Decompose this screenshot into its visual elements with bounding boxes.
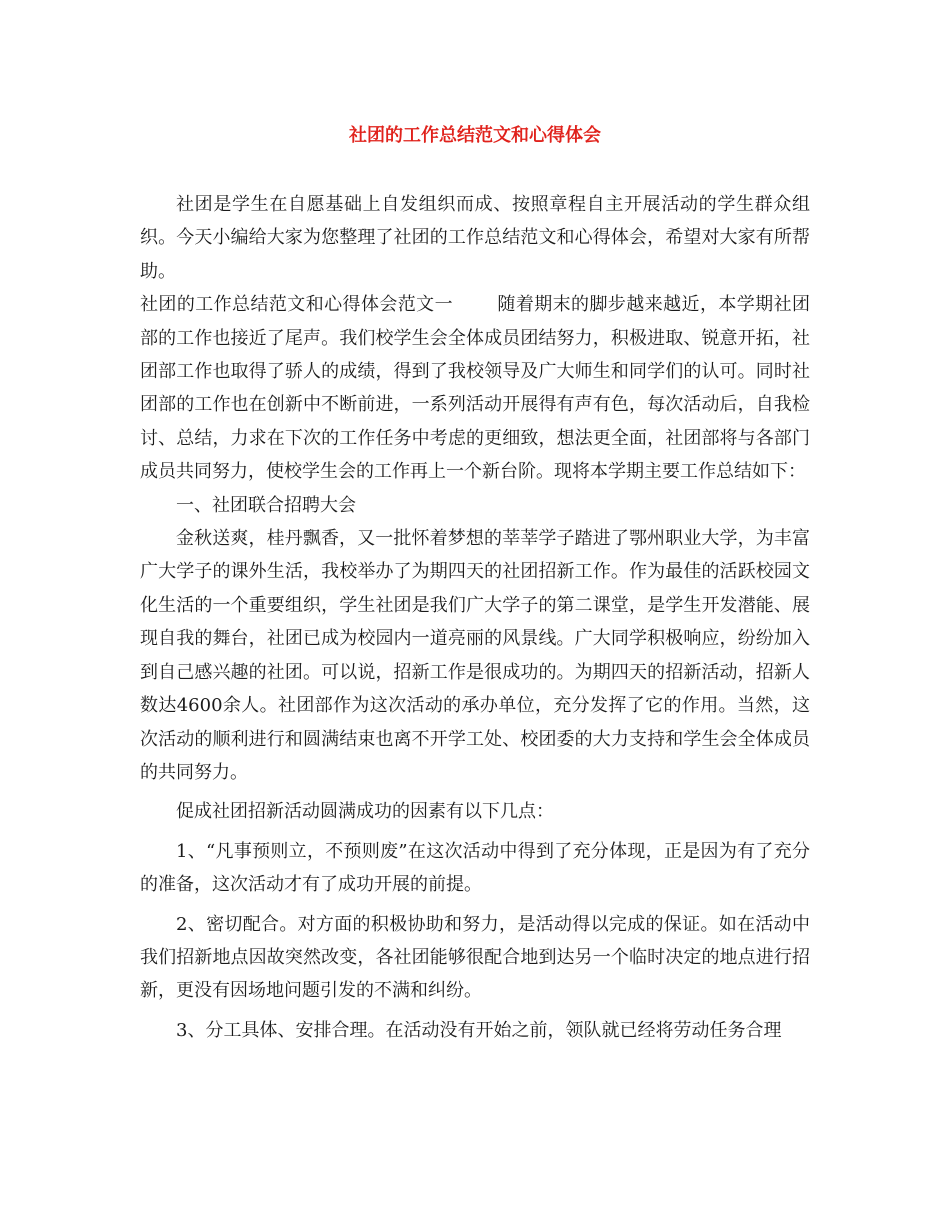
factor-point-1: 1、“凡事预则立，不预则废”在这次活动中得到了充分体现，正是因为有了充分的准备，这次活动才有了成功开展的前提。 xyxy=(140,840,810,896)
subheading-recruitment: 一、社团联合招聘大会 xyxy=(176,494,356,516)
section-paragraph xyxy=(140,288,810,488)
factors-intro-paragraph: 促成社团招新活动圆满成功的因素有以下几点： xyxy=(176,801,554,823)
document-body xyxy=(140,188,810,1047)
intro-paragraph: 社团是学生在自愿基础上自发组织而成、按照章程自主开展活动的学生群众组织。今天小编给大家为您整理了社团的工作总结范文和心得体会，希望对大家有所帮助。 xyxy=(140,194,810,282)
factor-point-2: 2、密切配合。对方面的积极协助和努力，是活动得以完成的保证。如在活动中我们招新地点因故突然改变，各社团能够很配合地到达另一个临时决定的地点进行招新，更没有因场地问题引发的不满和纠纷。 xyxy=(140,913,810,1002)
document-title: 社团的工作总结范文和心得体会 xyxy=(349,125,601,146)
section-heading: 社团的工作总结范文和心得体会范文一 xyxy=(140,294,453,316)
factor-point-3: 3、分工具体、安排合理。在活动没有开始之前，领队就已经将劳动任务合理 xyxy=(176,1019,782,1041)
recruitment-paragraph: 金秋送爽，桂丹飘香，又一批怀着梦想的莘莘学子踏进了鄂州职业大学，为丰富广大学子的课外生活，我校举办了为期四天的社团招新工作。作为最佳的活跃校园文化生活的一个重要组织，学生社团是我们广大学子的第二课堂，是学生开发潜能、展现自我的舞台，社团已成为校园内一道亮丽的风景线。广大同学积极响应，纷纷加入到自己感兴趣的社团。可以说，招新工作是很成功的。为期四天的招新活动，招新人数达4600余人。社团部作为这次活动的承办单位，充分发挥了它的作用。当然，这次活动的顺利进行和圆满结束也离不开学工处、校团委的大力支持和学生会全体成员的共同努力。 xyxy=(140,528,810,783)
section-body: 随着期末的脚步越来越近，本学期社团部的工作也接近了尾声。我们校学生会全体成员团结努力，积极进取、锐意开拓，社团部工作也取得了骄人的成绩，得到了我校领导及广大师生和同学们的认可。同时社团部的工作也在创新中不断前进，一系列活动开展得有声有色，每次活动后，自我检讨、总结，力求在下次的工作任务中考虑的更细致，想法更全面，社团部将与各部门成员共同努力，使校学生会的工作再上一个新台阶。现将本学期主要工作总结如下： xyxy=(140,294,810,483)
